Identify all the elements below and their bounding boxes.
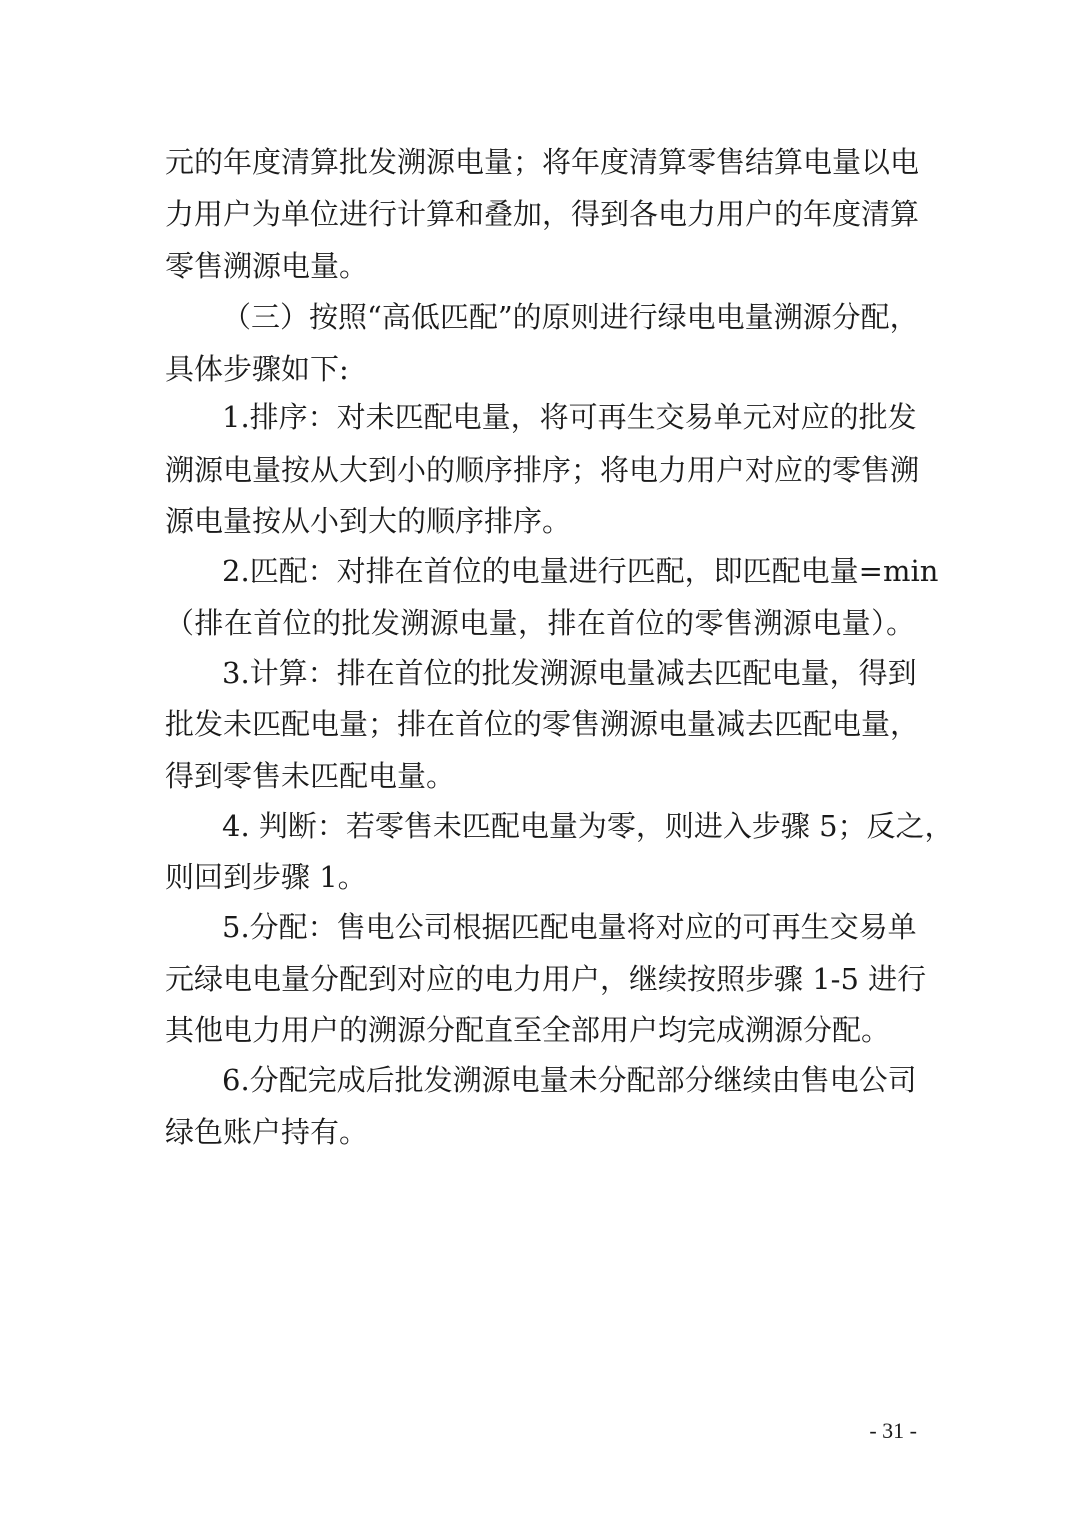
paragraph-line: 元的年度清算批发溯源电量；将年度清算零售结算电量以电	[165, 145, 920, 179]
page-number: - 31 -	[869, 1418, 917, 1443]
step-6-line: 6.分配完成后批发溯源电量未分配部分继续由售电公司	[222, 1063, 917, 1097]
paragraph-line: 零售溯源电量。	[165, 249, 369, 283]
step-6-line: 绿色账户持有。	[165, 1115, 369, 1149]
step-3-line: 得到零售未匹配电量。	[165, 759, 456, 793]
section-heading-line: 具体步骤如下:	[165, 352, 349, 386]
step-3-line: 批发未匹配电量；排在首位的零售溯源电量减去匹配电量，	[165, 707, 920, 741]
paragraph-line: 力用户为单位进行计算和叠加，得到各电力用户的年度清算	[165, 197, 920, 231]
step-2-line: 2.匹配：对排在首位的电量进行匹配，即匹配电量=min	[222, 554, 939, 588]
step-5-line: 其他电力用户的溯源分配直至全部用户均完成溯源分配。	[165, 1013, 891, 1047]
step-1-line: 1.排序：对未匹配电量，将可再生交易单元对应的批发	[222, 400, 917, 434]
step-4-line: 4. 判断：若零售未匹配电量为零，则进入步骤 5；反之，	[222, 809, 954, 843]
step-1-line: 溯源电量按从大到小的顺序排序；将电力用户对应的零售溯	[165, 453, 920, 487]
step-4-line: 则回到步骤 1。	[165, 860, 367, 894]
step-3-line: 3.计算：排在首位的批发溯源电量减去匹配电量，得到	[222, 656, 917, 690]
step-2-line: （排在首位的批发溯源电量，排在首位的零售溯源电量）。	[165, 606, 915, 640]
step-1-line: 源电量按从小到大的顺序排序。	[165, 504, 572, 538]
step-5-line: 5.分配：售电公司根据匹配电量将对应的可再生交易单	[222, 910, 917, 944]
section-heading-line: （三）按照“高低匹配”的原则进行绿电电量溯源分配，	[222, 300, 919, 334]
step-5-line: 元绿电电量分配到对应的电力用户，继续按照步骤 1-5 进行	[165, 962, 927, 996]
